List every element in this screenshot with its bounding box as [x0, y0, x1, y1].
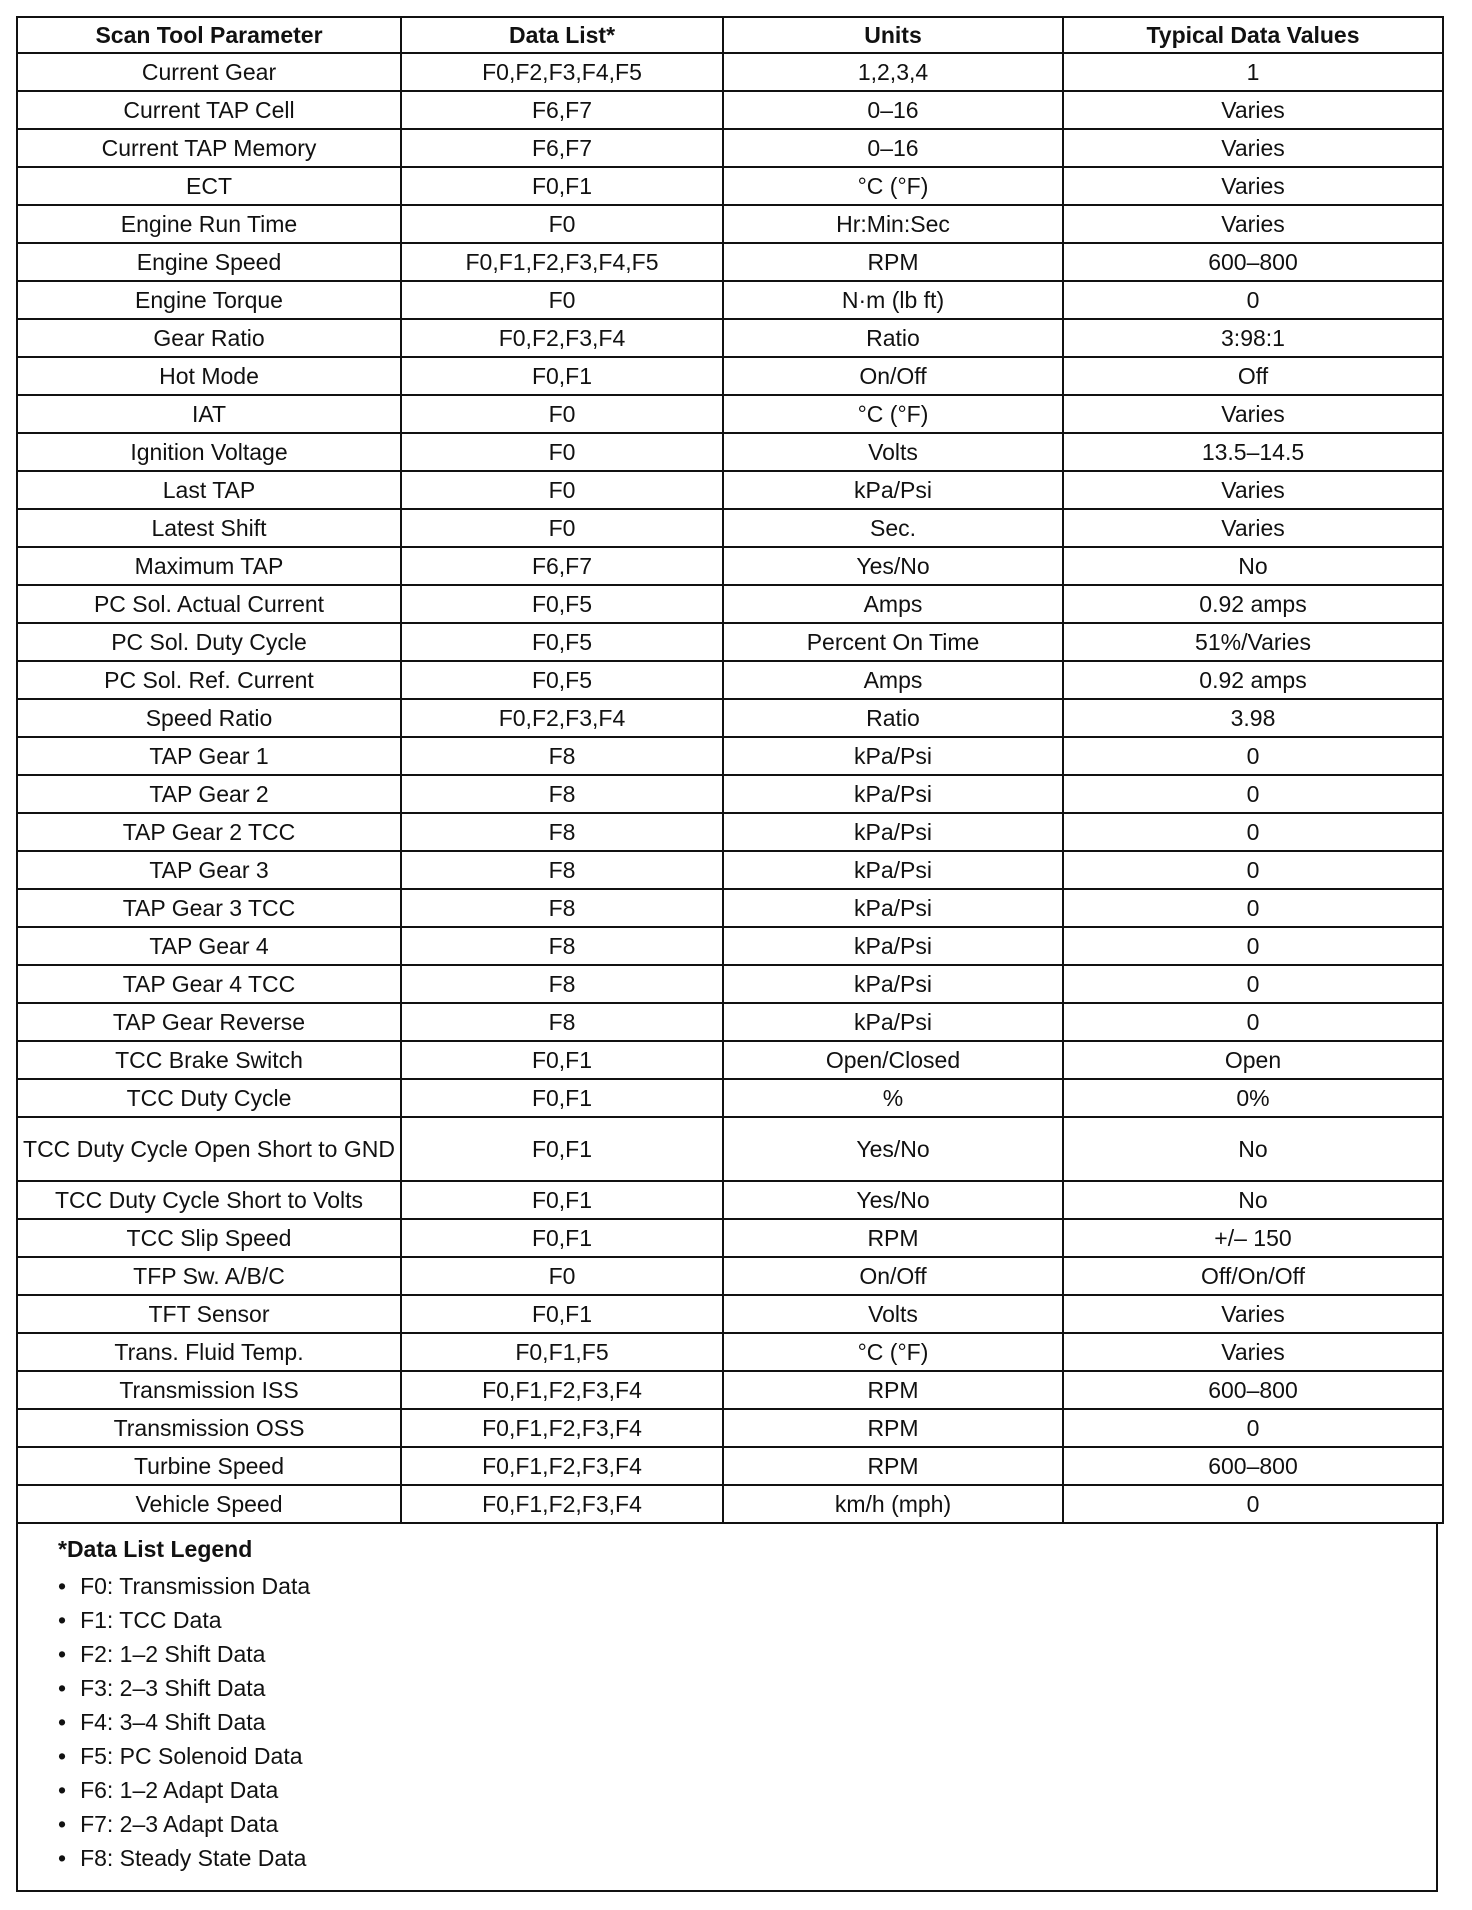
cell-data-list: F8	[401, 775, 723, 813]
cell-data-list: F0	[401, 433, 723, 471]
cell-typical-value: 600–800	[1063, 1447, 1443, 1485]
table-row	[17, 813, 1443, 851]
legend-item: • F6: 1–2 Adapt Data	[58, 1773, 1436, 1807]
cell-parameter: Current TAP Memory	[17, 129, 401, 167]
table-row	[17, 623, 1443, 661]
cell-parameter: TAP Gear 3	[17, 851, 401, 889]
cell-data-list: F0,F1,F5	[401, 1333, 723, 1371]
cell-data-list: F8	[401, 813, 723, 851]
cell-data-list: F0	[401, 395, 723, 433]
cell-data-list: F0,F1,F2,F3,F4	[401, 1485, 723, 1523]
cell-units: kPa/Psi	[723, 813, 1063, 851]
cell-typical-value: 3:98:1	[1063, 319, 1443, 357]
table-row	[17, 1219, 1443, 1257]
cell-typical-value: 0%	[1063, 1079, 1443, 1117]
cell-data-list: F8	[401, 851, 723, 889]
table-row	[17, 1371, 1443, 1409]
cell-parameter: Engine Speed	[17, 243, 401, 281]
cell-parameter: TAP Gear 4 TCC	[17, 965, 401, 1003]
cell-typical-value: 0	[1063, 775, 1443, 813]
cell-parameter: Turbine Speed	[17, 1447, 401, 1485]
table-row	[17, 585, 1443, 623]
cell-data-list: F8	[401, 965, 723, 1003]
cell-units: kPa/Psi	[723, 1003, 1063, 1041]
cell-parameter: Hot Mode	[17, 357, 401, 395]
cell-data-list: F0,F1,F2,F3,F4	[401, 1371, 723, 1409]
cell-parameter: Current TAP Cell	[17, 91, 401, 129]
cell-data-list: F8	[401, 737, 723, 775]
legend-item: • F8: Steady State Data	[58, 1841, 1436, 1875]
cell-units: Yes/No	[723, 547, 1063, 585]
cell-data-list: F0,F1,F2,F3,F4	[401, 1447, 723, 1485]
legend-title: *Data List Legend	[58, 1536, 253, 1562]
cell-data-list: F0,F1	[401, 1295, 723, 1333]
cell-units: Volts	[723, 433, 1063, 471]
cell-units: Volts	[723, 1295, 1063, 1333]
legend-item: • F0: Transmission Data	[58, 1569, 1436, 1603]
table-row	[17, 205, 1443, 243]
cell-typical-value: 13.5–14.5	[1063, 433, 1443, 471]
cell-typical-value: 3.98	[1063, 699, 1443, 737]
cell-parameter: Speed Ratio	[17, 699, 401, 737]
header-row	[17, 17, 1443, 53]
table-row	[17, 547, 1443, 585]
cell-units: km/h (mph)	[723, 1485, 1063, 1523]
cell-data-list: F6,F7	[401, 547, 723, 585]
cell-typical-value: 0	[1063, 965, 1443, 1003]
table-row	[17, 889, 1443, 927]
cell-data-list: F8	[401, 1003, 723, 1041]
cell-units: Amps	[723, 585, 1063, 623]
cell-typical-value: Open	[1063, 1041, 1443, 1079]
cell-data-list: F0,F1	[401, 1117, 723, 1181]
cell-units: kPa/Psi	[723, 471, 1063, 509]
table-row	[17, 1041, 1443, 1079]
table-row	[17, 1485, 1443, 1523]
table-row	[17, 129, 1443, 167]
cell-parameter: Vehicle Speed	[17, 1485, 401, 1523]
cell-parameter: Engine Torque	[17, 281, 401, 319]
table-row	[17, 1003, 1443, 1041]
cell-typical-value: +/– 150	[1063, 1219, 1443, 1257]
cell-parameter: PC Sol. Actual Current	[17, 585, 401, 623]
cell-parameter: ECT	[17, 167, 401, 205]
cell-units: Amps	[723, 661, 1063, 699]
cell-parameter: Last TAP	[17, 471, 401, 509]
cell-typical-value: Varies	[1063, 1295, 1443, 1333]
cell-units: RPM	[723, 1409, 1063, 1447]
cell-typical-value: 0	[1063, 889, 1443, 927]
cell-typical-value: Varies	[1063, 471, 1443, 509]
cell-typical-value: Varies	[1063, 205, 1443, 243]
cell-units: RPM	[723, 243, 1063, 281]
cell-data-list: F0	[401, 205, 723, 243]
cell-typical-value: Off/On/Off	[1063, 1257, 1443, 1295]
cell-typical-value: 0	[1063, 1409, 1443, 1447]
header-typical-values: Typical Data Values	[1063, 17, 1443, 53]
cell-data-list: F0,F1	[401, 1181, 723, 1219]
cell-parameter: TCC Brake Switch	[17, 1041, 401, 1079]
table-row	[17, 91, 1443, 129]
legend-item: • F3: 2–3 Shift Data	[58, 1671, 1436, 1705]
legend-item: • F4: 3–4 Shift Data	[58, 1705, 1436, 1739]
table-row	[17, 243, 1443, 281]
cell-units: On/Off	[723, 357, 1063, 395]
cell-units: 1,2,3,4	[723, 53, 1063, 91]
legend-item: • F7: 2–3 Adapt Data	[58, 1807, 1436, 1841]
cell-data-list: F0,F1,F2,F3,F4,F5	[401, 243, 723, 281]
header-units: Units	[723, 17, 1063, 53]
cell-parameter: TAP Gear 4	[17, 927, 401, 965]
data-list-legend	[16, 1524, 1438, 1892]
header-data-list: Data List*	[401, 17, 723, 53]
legend-list	[58, 1569, 1436, 1875]
cell-typical-value: No	[1063, 547, 1443, 585]
cell-parameter: TCC Duty Cycle Open Short to GND	[17, 1117, 401, 1181]
cell-parameter: TFT Sensor	[17, 1295, 401, 1333]
cell-parameter: IAT	[17, 395, 401, 433]
table-row	[17, 1117, 1443, 1181]
cell-units: Sec.	[723, 509, 1063, 547]
table-row	[17, 1447, 1443, 1485]
table-row	[17, 1409, 1443, 1447]
table-row	[17, 395, 1443, 433]
cell-parameter: Gear Ratio	[17, 319, 401, 357]
table-row	[17, 851, 1443, 889]
table-row	[17, 471, 1443, 509]
cell-data-list: F0,F2,F3,F4	[401, 699, 723, 737]
cell-parameter: TAP Gear 2	[17, 775, 401, 813]
cell-units: N·m (lb ft)	[723, 281, 1063, 319]
scan-tool-data-table	[16, 16, 1444, 1524]
cell-typical-value: Varies	[1063, 129, 1443, 167]
table-row	[17, 357, 1443, 395]
cell-typical-value: 0	[1063, 851, 1443, 889]
cell-units: kPa/Psi	[723, 775, 1063, 813]
cell-parameter: TFP Sw. A/B/C	[17, 1257, 401, 1295]
cell-parameter: Current Gear	[17, 53, 401, 91]
cell-parameter: TCC Slip Speed	[17, 1219, 401, 1257]
cell-typical-value: Varies	[1063, 509, 1443, 547]
cell-units: kPa/Psi	[723, 737, 1063, 775]
cell-data-list: F0,F1	[401, 167, 723, 205]
cell-typical-value: Varies	[1063, 91, 1443, 129]
cell-parameter: TCC Duty Cycle	[17, 1079, 401, 1117]
cell-parameter: Maximum TAP	[17, 547, 401, 585]
cell-parameter: TCC Duty Cycle Short to Volts	[17, 1181, 401, 1219]
cell-typical-value: No	[1063, 1117, 1443, 1181]
cell-data-list: F0,F1,F2,F3,F4	[401, 1409, 723, 1447]
cell-parameter: Ignition Voltage	[17, 433, 401, 471]
cell-data-list: F0,F2,F3,F4,F5	[401, 53, 723, 91]
cell-parameter: Engine Run Time	[17, 205, 401, 243]
cell-units: °C (°F)	[723, 167, 1063, 205]
table-row	[17, 1079, 1443, 1117]
cell-data-list: F0,F5	[401, 623, 723, 661]
table-row	[17, 737, 1443, 775]
cell-units: Ratio	[723, 699, 1063, 737]
table-row	[17, 927, 1443, 965]
cell-data-list: F0,F1	[401, 1219, 723, 1257]
cell-units: kPa/Psi	[723, 851, 1063, 889]
cell-units: RPM	[723, 1447, 1063, 1485]
cell-parameter: TAP Gear 3 TCC	[17, 889, 401, 927]
cell-units: %	[723, 1079, 1063, 1117]
table-row	[17, 433, 1443, 471]
cell-parameter: PC Sol. Ref. Current	[17, 661, 401, 699]
cell-typical-value: 0	[1063, 737, 1443, 775]
cell-typical-value: 600–800	[1063, 243, 1443, 281]
table-row	[17, 53, 1443, 91]
cell-parameter: Transmission OSS	[17, 1409, 401, 1447]
cell-typical-value: 600–800	[1063, 1371, 1443, 1409]
cell-data-list: F0,F1	[401, 1041, 723, 1079]
cell-parameter: TAP Gear 2 TCC	[17, 813, 401, 851]
cell-units: RPM	[723, 1219, 1063, 1257]
cell-data-list: F0,F2,F3,F4	[401, 319, 723, 357]
table-row	[17, 1257, 1443, 1295]
table-row	[17, 281, 1443, 319]
cell-typical-value: 0.92 amps	[1063, 661, 1443, 699]
cell-data-list: F0	[401, 509, 723, 547]
table-row	[17, 699, 1443, 737]
table-row	[17, 775, 1443, 813]
cell-parameter: TAP Gear 1	[17, 737, 401, 775]
cell-data-list: F0,F1	[401, 1079, 723, 1117]
cell-typical-value: 51%/Varies	[1063, 623, 1443, 661]
cell-data-list: F0,F5	[401, 661, 723, 699]
cell-units: 0–16	[723, 91, 1063, 129]
cell-parameter: Latest Shift	[17, 509, 401, 547]
cell-typical-value: 0	[1063, 1485, 1443, 1523]
cell-units: 0–16	[723, 129, 1063, 167]
cell-parameter: PC Sol. Duty Cycle	[17, 623, 401, 661]
cell-units: Yes/No	[723, 1117, 1063, 1181]
table-row	[17, 509, 1443, 547]
cell-typical-value: 0	[1063, 281, 1443, 319]
cell-data-list: F6,F7	[401, 129, 723, 167]
table-row	[17, 1295, 1443, 1333]
cell-data-list: F8	[401, 889, 723, 927]
cell-parameter: TAP Gear Reverse	[17, 1003, 401, 1041]
cell-data-list: F8	[401, 927, 723, 965]
cell-units: Open/Closed	[723, 1041, 1063, 1079]
cell-units: Percent On Time	[723, 623, 1063, 661]
document-page	[16, 16, 1442, 1892]
cell-units: °C (°F)	[723, 395, 1063, 433]
cell-units: Ratio	[723, 319, 1063, 357]
cell-typical-value: 0	[1063, 927, 1443, 965]
cell-typical-value: 0	[1063, 1003, 1443, 1041]
cell-typical-value: Off	[1063, 357, 1443, 395]
cell-units: kPa/Psi	[723, 927, 1063, 965]
cell-data-list: F0,F1	[401, 357, 723, 395]
table-row	[17, 965, 1443, 1003]
cell-typical-value: 1	[1063, 53, 1443, 91]
cell-units: On/Off	[723, 1257, 1063, 1295]
cell-units: kPa/Psi	[723, 889, 1063, 927]
table-row	[17, 1181, 1443, 1219]
cell-units: RPM	[723, 1371, 1063, 1409]
table-row	[17, 661, 1443, 699]
legend-item: • F5: PC Solenoid Data	[58, 1739, 1436, 1773]
cell-typical-value: Varies	[1063, 395, 1443, 433]
table-row	[17, 319, 1443, 357]
table-row	[17, 167, 1443, 205]
cell-parameter: Trans. Fluid Temp.	[17, 1333, 401, 1371]
cell-parameter: Transmission ISS	[17, 1371, 401, 1409]
table-row	[17, 1333, 1443, 1371]
header-parameter: Scan Tool Parameter	[17, 17, 401, 53]
cell-units: °C (°F)	[723, 1333, 1063, 1371]
cell-data-list: F0	[401, 1257, 723, 1295]
cell-data-list: F0	[401, 281, 723, 319]
cell-typical-value: 0	[1063, 813, 1443, 851]
legend-item: • F1: TCC Data	[58, 1603, 1436, 1637]
cell-data-list: F0	[401, 471, 723, 509]
legend-item: • F2: 1–2 Shift Data	[58, 1637, 1436, 1671]
cell-units: Yes/No	[723, 1181, 1063, 1219]
cell-units: Hr:Min:Sec	[723, 205, 1063, 243]
cell-typical-value: Varies	[1063, 1333, 1443, 1371]
cell-typical-value: No	[1063, 1181, 1443, 1219]
cell-typical-value: Varies	[1063, 167, 1443, 205]
cell-data-list: F6,F7	[401, 91, 723, 129]
cell-data-list: F0,F5	[401, 585, 723, 623]
cell-typical-value: 0.92 amps	[1063, 585, 1443, 623]
cell-units: kPa/Psi	[723, 965, 1063, 1003]
